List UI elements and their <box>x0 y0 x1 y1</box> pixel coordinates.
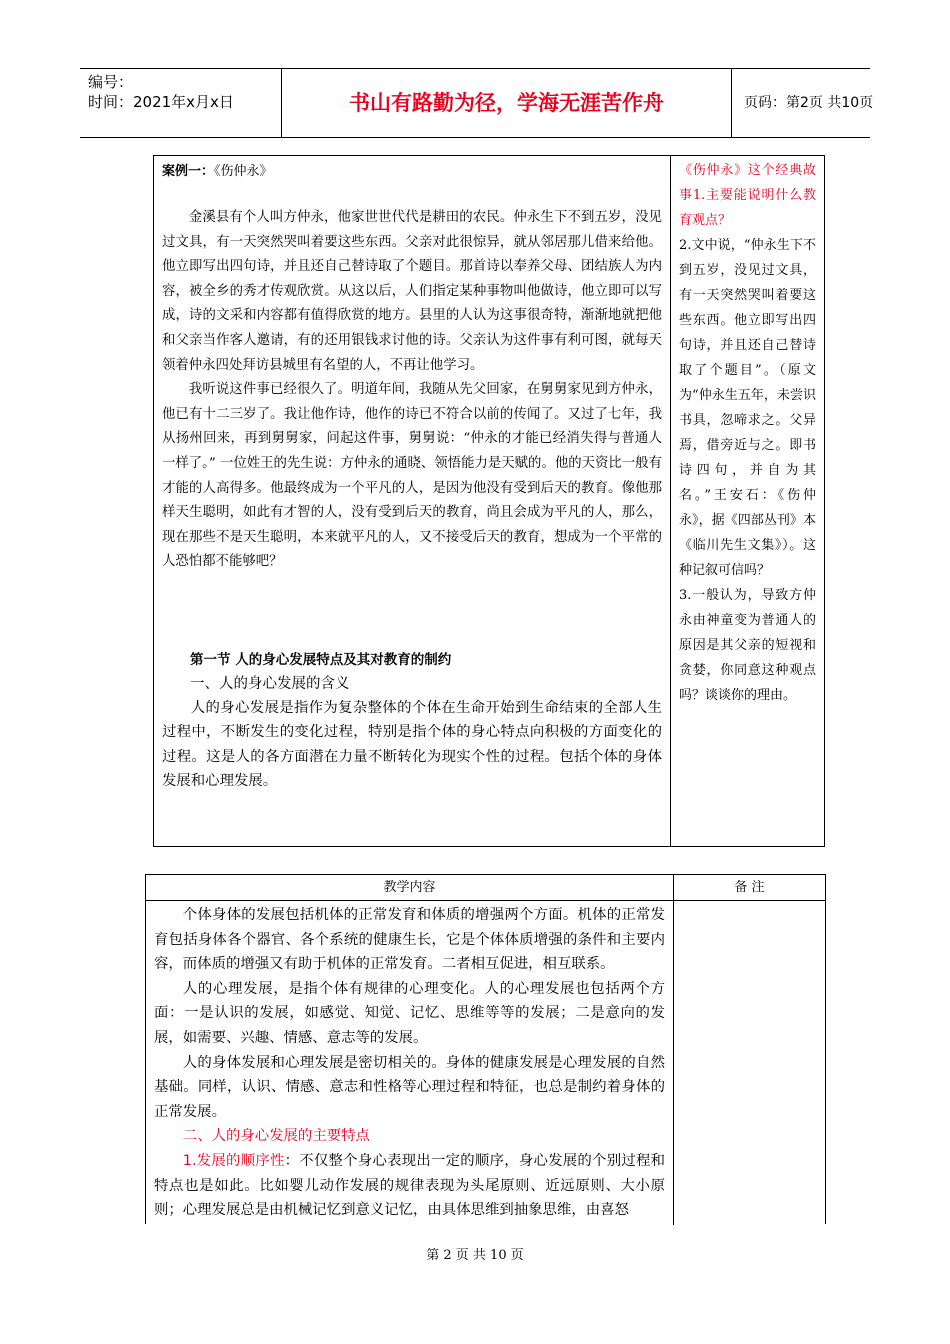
case-paragraph: 金溪县有个人叫方仲永，他家世世代代是耕田的农民。仲永生下不到五岁，没见过文具，有一天突然哭叫着要这些东西。父亲对此很惊异，就从邻居那儿借来给他。他立即写出四句诗，并且还自己替诗取了个题目。那首诗以奉养父母、团结族人为内容，被全乡的秀才传观欣赏。从这以后，人们指定某种事物叫他做诗，他立即可以写成，诗的文采和内容都有值得欣赏的地方。县里的人认为这事很奇特，渐渐地就把他和父亲当作客人邀请，有的还用银钱求讨他的诗。父亲认为这件事有利可图，就每天领着仲永四处拜访县城里有名望的人，不再让他学习。 <box>162 210 662 373</box>
feature-text: ：不仅整个身心表现出一定的顺序，身心发展的个别过程和特点也是如此。比如婴儿动作发展的规律表现为头尾原则、近远原则、大小原则；心理发展总是由机械记忆到意义记忆，由具体思维到抽象思维，由喜怒 <box>154 1152 665 1219</box>
case-title-label: 案例一： <box>162 164 215 179</box>
header-page-number: 页码：第2页 共10页 <box>744 95 874 111</box>
note-question-3: 3.一般认为，导致方仲永由神童变为普通人的原因是其父亲的短视和贪婪，你同意这种观点吗？谈谈你的理由。 <box>679 588 816 703</box>
document-number: 编号： <box>88 73 134 91</box>
document-date: 时间：2021年x月x日 <box>88 93 234 111</box>
section-title: 第一节 人的身心发展特点及其对教育的制约 <box>190 651 452 668</box>
column-header-notes: 备 注 <box>734 880 765 895</box>
case-title-name: 《伤仲永》 <box>214 164 273 179</box>
column-header-content: 教学内容 <box>146 875 674 900</box>
page-header <box>80 68 874 138</box>
case-content-cell <box>154 156 671 846</box>
page-footer: 第 2 页 共 10 页 <box>426 1248 524 1263</box>
case-table <box>153 155 825 847</box>
content-paragraph: 个体身体的发展包括机体的正常发育和体质的增强两个方面。机体的正常发育包括身体各个器官、各个系统的健康生长，它是个体体质增强的条件和主要内容，而体质的增强又有助于机体的正常发育。二者相互促进，相互联系。 <box>154 907 665 973</box>
case-notes-cell <box>671 156 824 846</box>
header-meta <box>80 69 282 137</box>
section-subtitle: 一、人的身心发展的含义 <box>190 675 350 692</box>
feature-label: 1.发展的顺序性 <box>182 1152 285 1169</box>
content-heading: 二、人的身心发展的主要特点 <box>182 1128 370 1145</box>
note-question-1: 《伤仲永》这个经典故事1.主要能说明什么教育观点？ <box>679 163 816 228</box>
note-question-2: 2.文中说，“仲永生下不到五岁，没见过文具，有一天突然哭叫着要这些东西。他立即写出四句诗，并且还自己替诗取了个题目”。（原文为“仲永生五年，未尝识书具，忽啼求之。父异焉，借旁近与之。即书诗四句，并自为其名。”王安石：《伤仲永》，据《四部丛刊》本《临川先生文集》）。这种记叙可信吗？ <box>679 238 816 578</box>
teaching-table <box>145 874 826 1224</box>
content-paragraph: 人的心理发展，是指个体有规律的心理变化。人的心理发展也包括两个方面：一是认识的发展，如感觉、知觉、记忆、思维等等的发展；二是意向的发展，如需要、兴趣、情感、意志等的发展。 <box>154 980 665 1046</box>
header-motto: 书山有路勤为径，学海无涯苦作舟 <box>282 69 732 137</box>
content-paragraph <box>154 1149 665 1223</box>
case-title <box>162 162 662 182</box>
case-paragraph: 我听说这件事已经很久了。明道年间，我随从先父回家，在舅舅家见到方仲永，他已有十二三岁了。我让他作诗，他作的诗已不符合以前的传闻了。又过了七年，我从扬州回来，再到舅舅家，问起这件事，舅舅说：“仲永的才能已经消失得与普通人一样了。” 一位姓王的先生说：方仲永的通晓、领悟能力是天赋的。他的天资比一般有才能的人高得多。他最终成为一个平凡的人，是因为他没有受到后天的教育。像他那样天生聪明，如此有才智的人，没有受到后天的教育，尚且会成为平凡的人，那么，现在那些不是天生聪明，本来就平凡的人，又不接受后天的教育，想成为一个平常的人恐怕都不能够吧？ <box>162 382 662 570</box>
section-paragraph: 人的身心发展是指作为复杂整体的个体在生命开始到生命结束的全部人生过程中，不断发生的变化过程，特别是指个体的身心特点向积极的方面变化的过程。这是人的各方面潜在力量不断转化为现实个性的过程。包括个体的身体发展和心理发展。 <box>162 699 662 790</box>
content-paragraph: 人的身体发展和心理发展是密切相关的。身体的健康发展是心理发展的自然基础。同样，认识、情感、意志和性格等心理过程和特征，也总是制约着身体的正常发展。 <box>154 1054 665 1120</box>
teaching-content-cell <box>146 901 674 1225</box>
teaching-table-header <box>146 875 825 901</box>
